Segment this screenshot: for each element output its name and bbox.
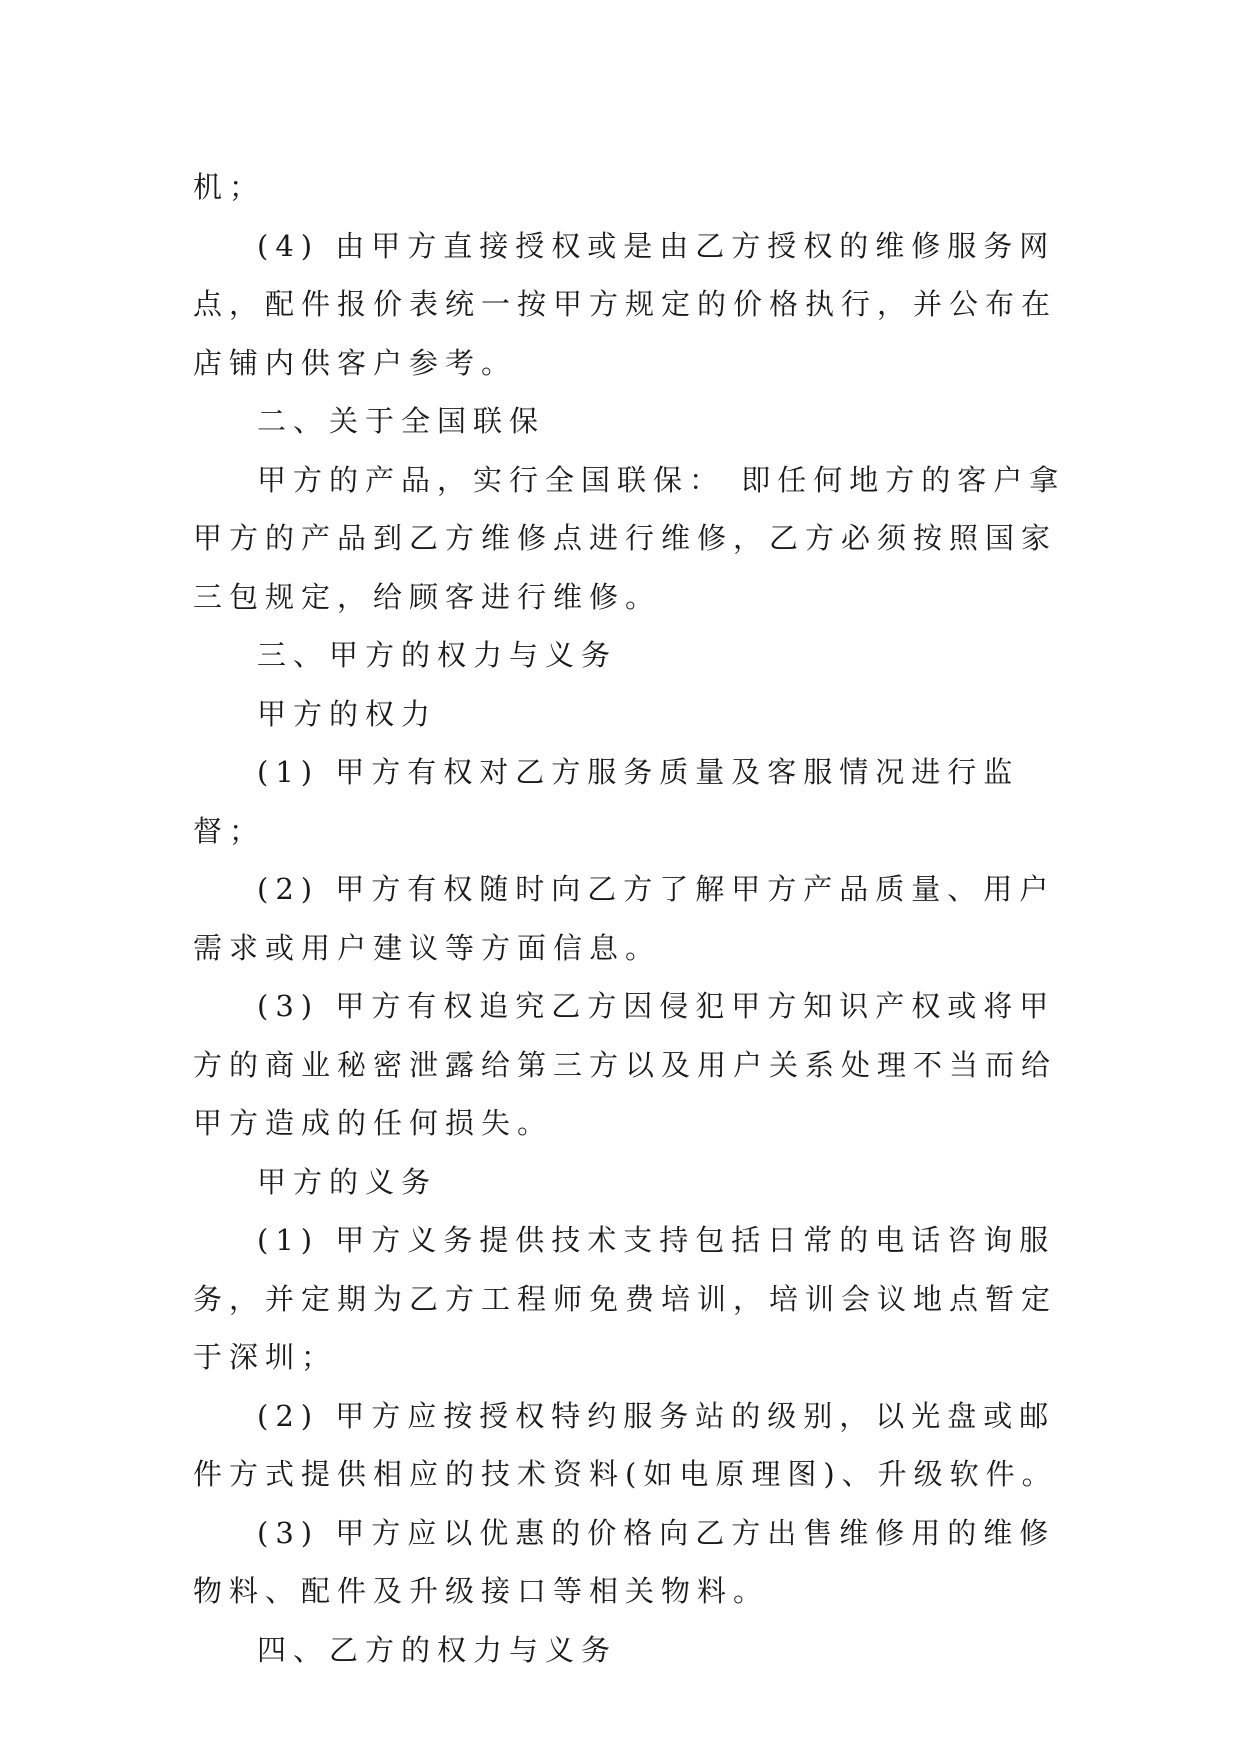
paragraph-item-4-repair-pricing: (4) 由甲方直接授权或是由乙方授权的维修服务网点，配件报价表统一按甲方规定的价格执行，并公布在店铺内供客户参考。 [193, 228, 1058, 380]
paragraph-duty-2: (2) 甲方应按授权特约服务站的级别，以光盘或邮件方式提供相应的技术资料(如电原理图)、升级软件。 [193, 1398, 1058, 1491]
paragraph-right-3: (3) 甲方有权追究乙方因侵犯甲方知识产权或将甲方的商业秘密泄露给第三方以及用户关系处理不当而给甲方造成的任何损失。 [193, 989, 1058, 1140]
section-heading-party-b-rights-duties: 四、乙方的权力与义务 [257, 1632, 618, 1667]
paragraph-continuation: 机； [193, 170, 266, 204]
subheading-party-a-duties: 甲方的义务 [257, 1164, 438, 1199]
document-body [193, 158, 1073, 1679]
paragraph-duty-3: (3) 甲方应以优惠的价格向乙方出售维修用的维修物料、配件及升级接口等相关物料。 [193, 1515, 1056, 1608]
paragraph-duty-1: (1) 甲方义务提供技术支持包括日常的电话咨询服务，并定期为乙方工程师免费培训，培训会议地点暂定于深圳； [193, 1223, 1058, 1374]
subheading-party-a-rights: 甲方的权力 [257, 696, 438, 731]
paragraph-right-2: (2) 甲方有权随时向乙方了解甲方产品质量、用户需求或用户建议等方面信息。 [193, 872, 1056, 965]
section-heading-national-warranty: 二、关于全国联保 [257, 404, 546, 438]
paragraph-right-1: (1) 甲方有权对乙方服务质量及客服情况进行监督； [193, 755, 1020, 848]
section-heading-party-a-rights-duties: 三、甲方的权力与义务 [257, 638, 618, 672]
paragraph-national-warranty: 甲方的产品，实行全国联保： 即任何地方的客户拿甲方的产品到乙方维修点进行维修，乙方必须按照国家三包规定，给顾客进行维修。 [193, 462, 1066, 614]
